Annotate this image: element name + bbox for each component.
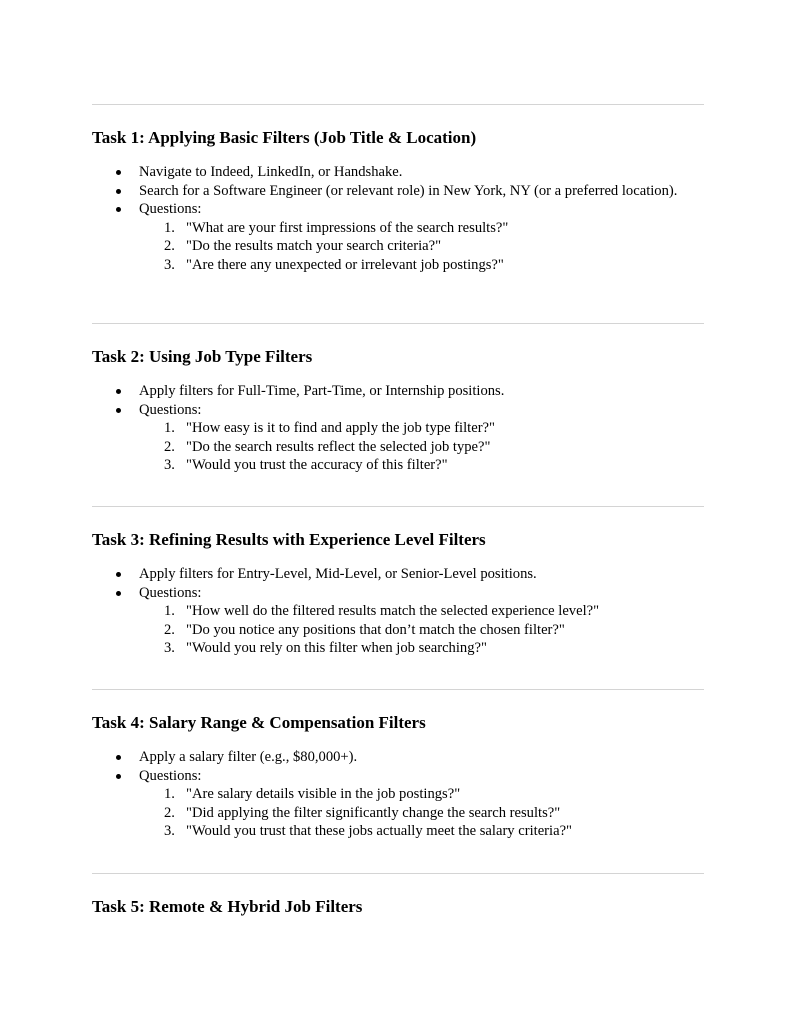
question-item — [164, 602, 704, 621]
questions-item — [139, 584, 704, 658]
questions-label: Questions: — [139, 201, 202, 217]
question-text: "Do the search results reflect the selected job type?" — [186, 438, 491, 455]
question-number: 3. — [164, 457, 175, 473]
questions-item — [139, 401, 704, 475]
questions-label: Questions: — [139, 767, 202, 784]
task-3-bullet-list — [92, 565, 704, 658]
question-number: 1. — [164, 786, 175, 802]
task-3-question-list — [139, 602, 704, 658]
questions-item — [139, 200, 704, 274]
task-1-heading: Task 1: Applying Basic Filters (Job Title & Location) — [92, 128, 477, 147]
question-item — [164, 785, 704, 804]
question-text: "Would you trust that these jobs actually meet the salary criteria?" — [186, 823, 572, 839]
question-item — [164, 438, 704, 457]
horizontal-rule — [92, 104, 704, 105]
task-2-heading: Task 2: Using Job Type Filters — [92, 347, 313, 366]
bullet-item: Navigate to Indeed, LinkedIn, or Handshake. — [139, 163, 704, 182]
question-text: "Do the results match your search criteria?" — [186, 238, 442, 254]
task-1-section — [92, 127, 704, 274]
question-item — [164, 456, 704, 475]
question-text: "Would you trust the accuracy of this filter?" — [186, 457, 448, 473]
questions-label: Questions: — [139, 584, 202, 601]
question-item — [164, 419, 704, 438]
task-4-question-list — [139, 785, 704, 841]
bullet-item: Search for a Software Engineer (or relevant role) in New York, NY (or a preferred location). — [139, 182, 704, 201]
question-text: "Would you rely on this filter when job searching?" — [186, 640, 487, 656]
task-3-section — [92, 529, 704, 658]
question-item — [164, 256, 704, 275]
question-number: 2. — [164, 438, 175, 455]
task-2-section — [92, 346, 704, 475]
question-item — [164, 219, 704, 238]
horizontal-rule — [92, 323, 704, 324]
question-item — [164, 804, 704, 823]
question-number: 3. — [164, 256, 175, 273]
bullet-item: Apply a salary filter (e.g., $80,000+). — [139, 748, 704, 767]
horizontal-rule — [92, 506, 704, 507]
questions-item — [139, 767, 704, 841]
question-number: 1. — [164, 603, 175, 619]
question-number: 2. — [164, 621, 175, 638]
horizontal-rule — [92, 873, 704, 874]
question-item — [164, 822, 704, 841]
bullet-item: Apply filters for Full-Time, Part-Time, or Internship positions. — [139, 382, 704, 401]
question-item — [164, 639, 704, 658]
task-5-section — [92, 896, 704, 918]
question-item — [164, 621, 704, 640]
task-4-heading: Task 4: Salary Range & Compensation Filters — [92, 713, 426, 732]
question-item — [164, 237, 704, 256]
question-text: "How easy is it to find and apply the job type filter?" — [186, 420, 495, 436]
question-text: "How well do the filtered results match the selected experience level?" — [186, 603, 600, 619]
question-number: 3. — [164, 640, 175, 656]
question-number: 1. — [164, 420, 175, 436]
task-2-bullet-list — [92, 382, 704, 475]
question-text: "Are there any unexpected or irrelevant job postings?" — [186, 256, 504, 273]
question-text: "What are your first impressions of the search results?" — [186, 219, 509, 236]
horizontal-rule — [92, 689, 704, 690]
task-4-section — [92, 712, 704, 841]
task-1-question-list — [139, 219, 704, 275]
task-4-bullet-list — [92, 748, 704, 841]
task-3-heading: Task 3: Refining Results with Experience Level Filters — [92, 530, 486, 549]
questions-label: Questions: — [139, 401, 202, 418]
question-number: 1. — [164, 219, 175, 236]
bullet-item: Apply filters for Entry-Level, Mid-Level, or Senior-Level positions. — [139, 565, 704, 584]
question-number: 3. — [164, 823, 175, 839]
question-number: 2. — [164, 238, 175, 254]
question-text: "Do you notice any positions that don’t match the chosen filter?" — [186, 621, 565, 638]
question-number: 2. — [164, 804, 175, 821]
task-1-bullet-list — [92, 163, 704, 274]
task-5-heading: Task 5: Remote & Hybrid Job Filters — [92, 897, 363, 916]
task-2-question-list — [139, 419, 704, 475]
question-text: "Did applying the filter significantly change the search results?" — [186, 804, 561, 821]
question-text: "Are salary details visible in the job postings?" — [186, 786, 461, 802]
